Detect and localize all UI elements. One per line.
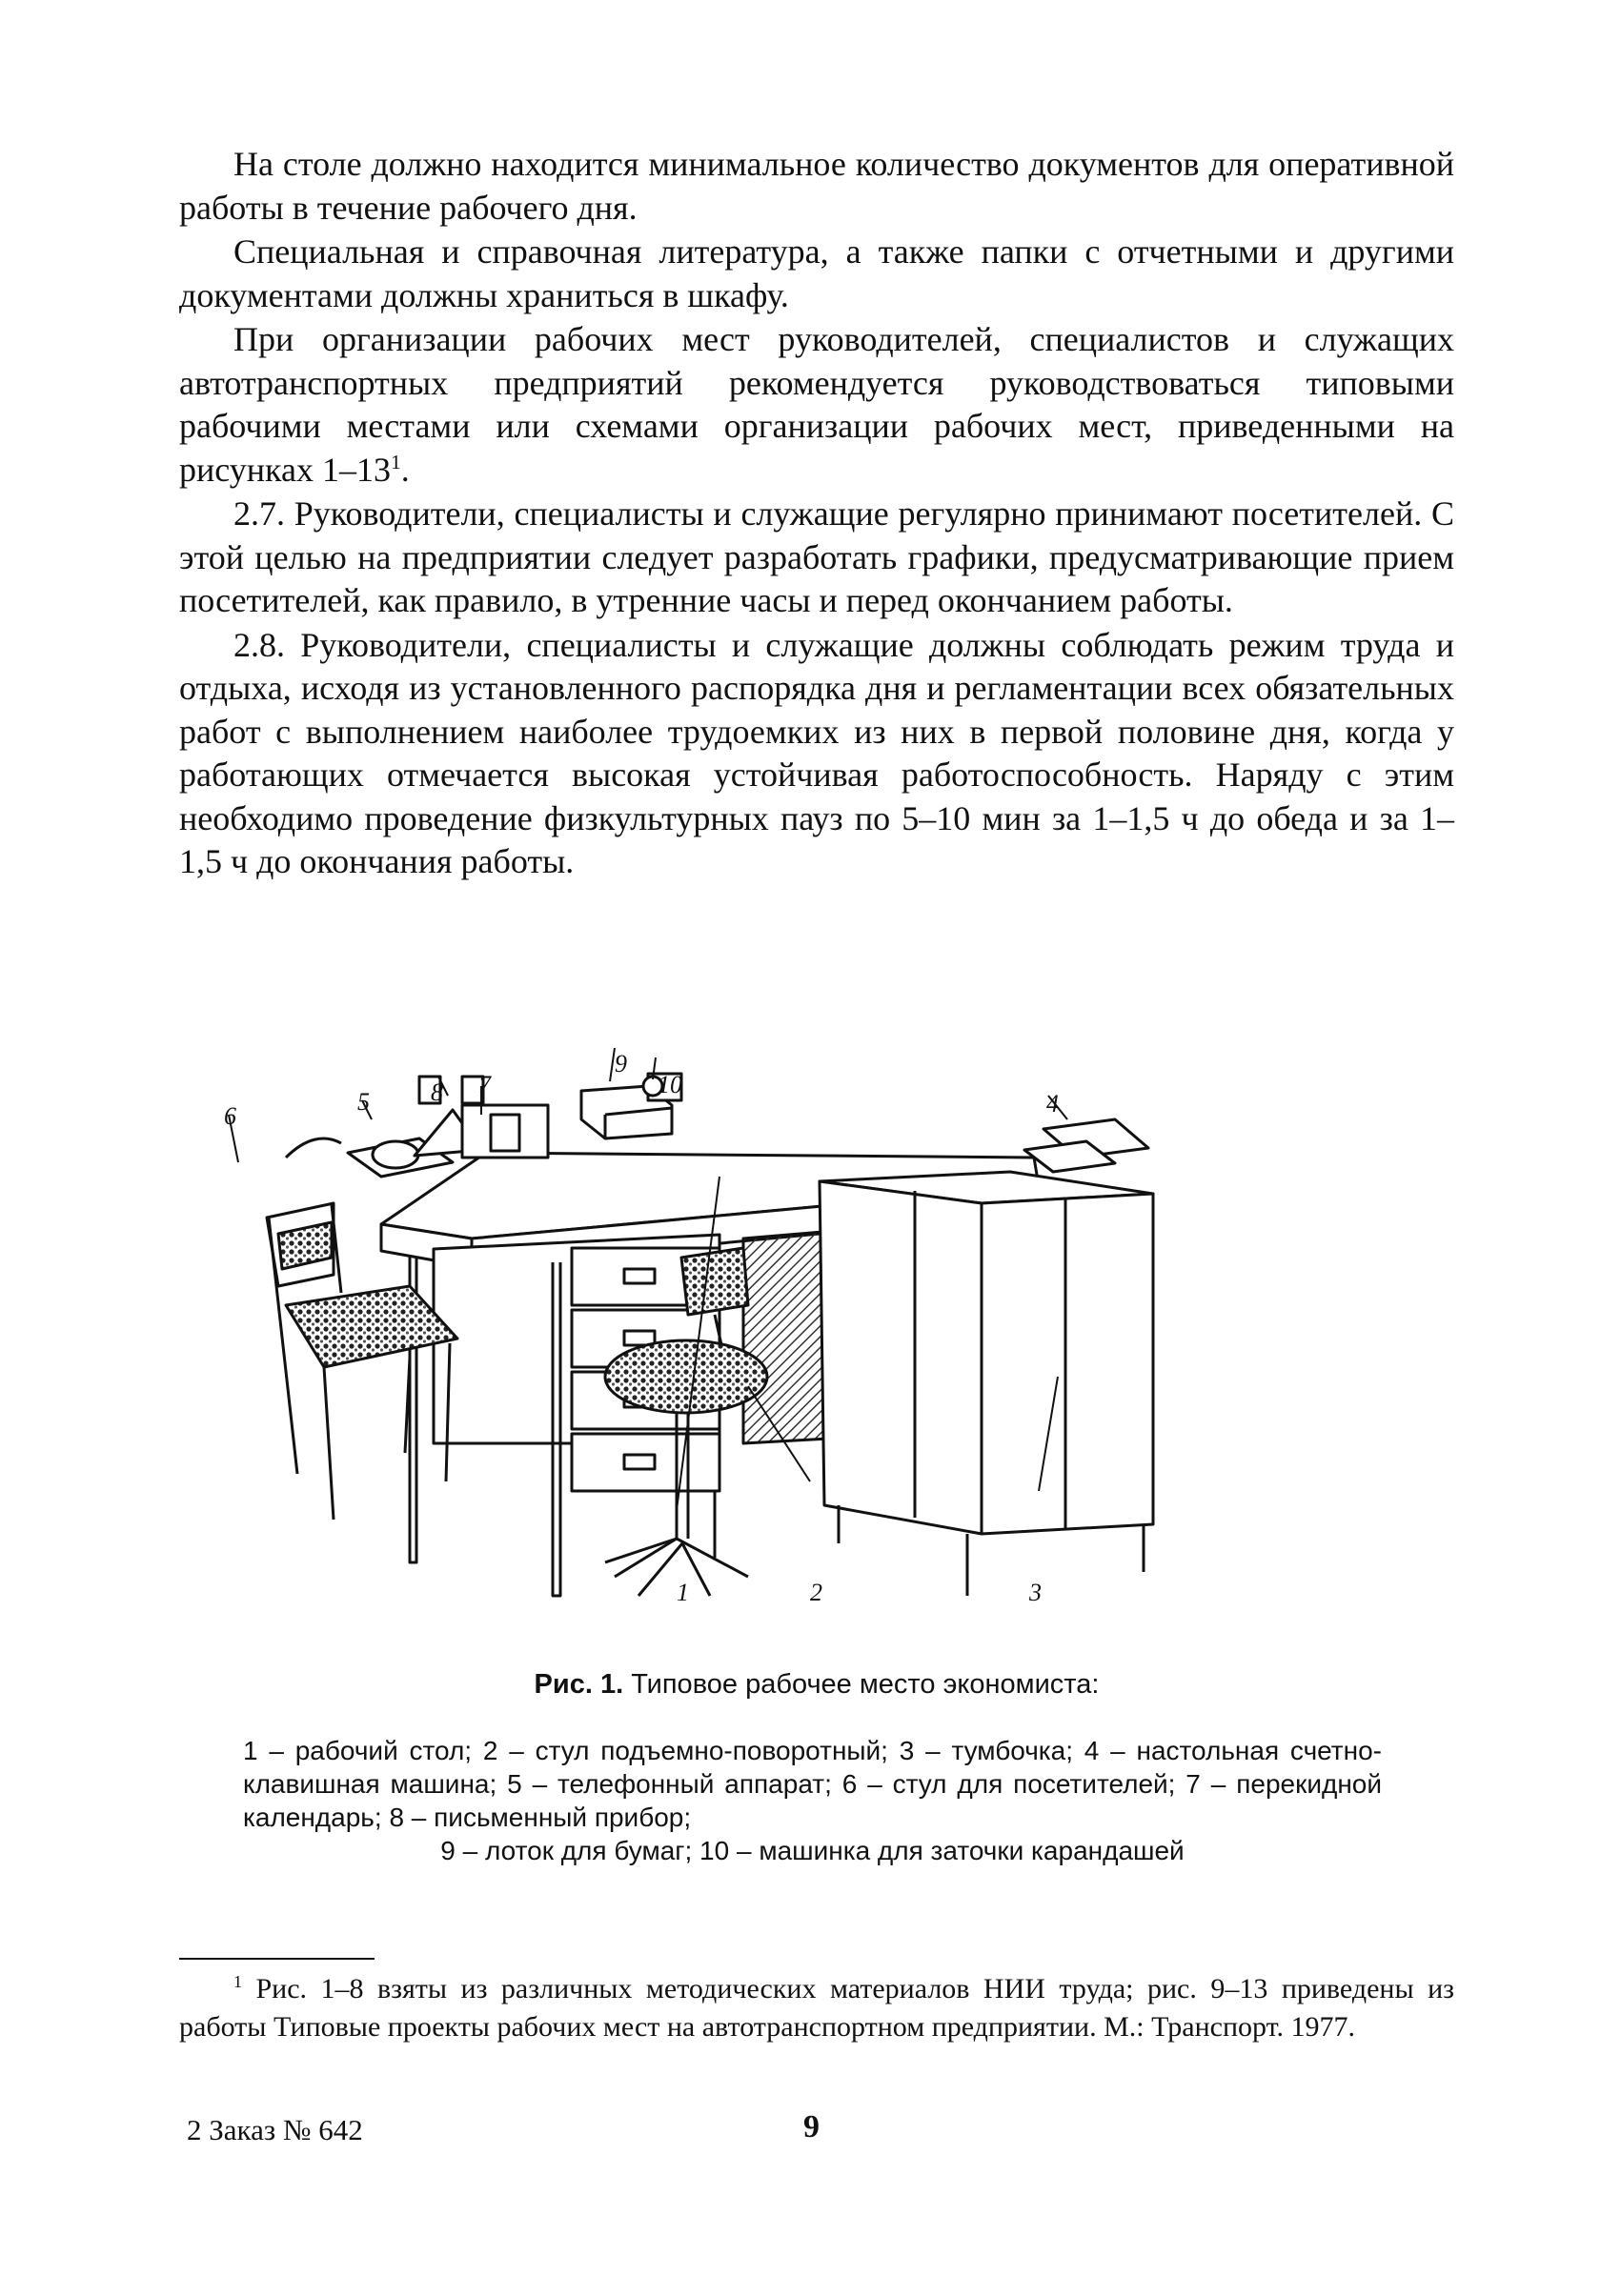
figure-caption [179, 1669, 1454, 1701]
figure-legend [243, 1734, 1382, 1867]
callout-2: 2 [810, 1579, 822, 1606]
paragraph-2-7: 2.7. Руководители, специалисты и служащие регулярно принимают посетителей. С этой целью на предприятии следует разработать графики, предусматривающие прием посетителей, как правило, в утренние часы и перед окончанием работы. [179, 494, 1454, 619]
figure-caption-text: Типовое рабочее место экономиста: [631, 1669, 1100, 1700]
callout-6: 6 [224, 1102, 236, 1130]
figure-caption-label: Рис. 1. [534, 1669, 624, 1700]
callout-5: 5 [357, 1088, 370, 1116]
callout-3: 3 [1029, 1579, 1042, 1606]
callout-7: 7 [478, 1071, 491, 1098]
footnote-divider [179, 1958, 375, 1960]
paragraph-2-8: 2.8. Руководители, специалисты и служащие должны соблюдать режим труда и отдыха, исходя из установленного распорядка дня и регламентации всех обязательных работ с выполнением наиболее трудоемких из них в первой половине дня, когда у работающих отмечается высокая устойчивая работоспособность. Наряду с этим необходимо проведение физкультурных пауз по 5–10 мин за 1–1,5 ч до обеда и за 1–1,5 ч до окончания работы. [179, 625, 1454, 880]
paragraph-3-text: При организации рабочих мест руководителей, специалистов и служащих автотранспортных предприятий рекомендуется руководствоваться типовыми рабочими местами или схемами организации рабочих мест, приведенными на рисунках 1–13 [179, 320, 1454, 489]
callout-10: 10 [658, 1071, 682, 1098]
legend-line-2: 9 – лоток для бумаг; 10 – машинка для заточки карандашей [440, 1836, 1185, 1865]
paragraph-3-end: . [400, 450, 410, 489]
page-number: 9 [803, 2109, 820, 2145]
paragraph-1: На столе должно находится минимальное количество документов для оперативной работы в течение рабочего дня. [179, 145, 1454, 227]
paragraph-2: Специальная и справочная литература, а также папки с отчетными и другими документами должны храниться в шкафу. [179, 232, 1454, 314]
callout-4: 4 [1046, 1090, 1059, 1118]
legend-line-1: 1 – рабочий стол; 2 – стул подъемно-поворотный; 3 – тумбочка; 4 – настольная счетно-клавишная машина; 5 – телефонный аппарат; 6 – стул для посетителей; 7 – перекидной календарь; 8 – письменный прибор; [243, 1736, 1382, 1832]
callout-9: 9 [615, 1050, 627, 1078]
callout-1: 1 [677, 1579, 689, 1606]
print-order-number: 2 Заказ № 642 [187, 2113, 363, 2146]
cabinet-drawing [820, 1119, 1153, 1596]
footnote [179, 1970, 1454, 2046]
footnote-marker: 1 [233, 1972, 242, 1991]
workplace-illustration [224, 1043, 1429, 1615]
callout-8: 8 [431, 1078, 443, 1106]
paragraph-3 [179, 318, 1454, 492]
footnote-reference[interactable]: 1 [390, 450, 401, 473]
body-text [179, 143, 1454, 884]
footnote-text: Рис. 1–8 взяты из различных методических материалов НИИ труда; рис. 9–13 приведены из работы Типовые проекты рабочих мест на автотранспортном предприятии. М.: Транспорт. 1977. [179, 1973, 1455, 2043]
